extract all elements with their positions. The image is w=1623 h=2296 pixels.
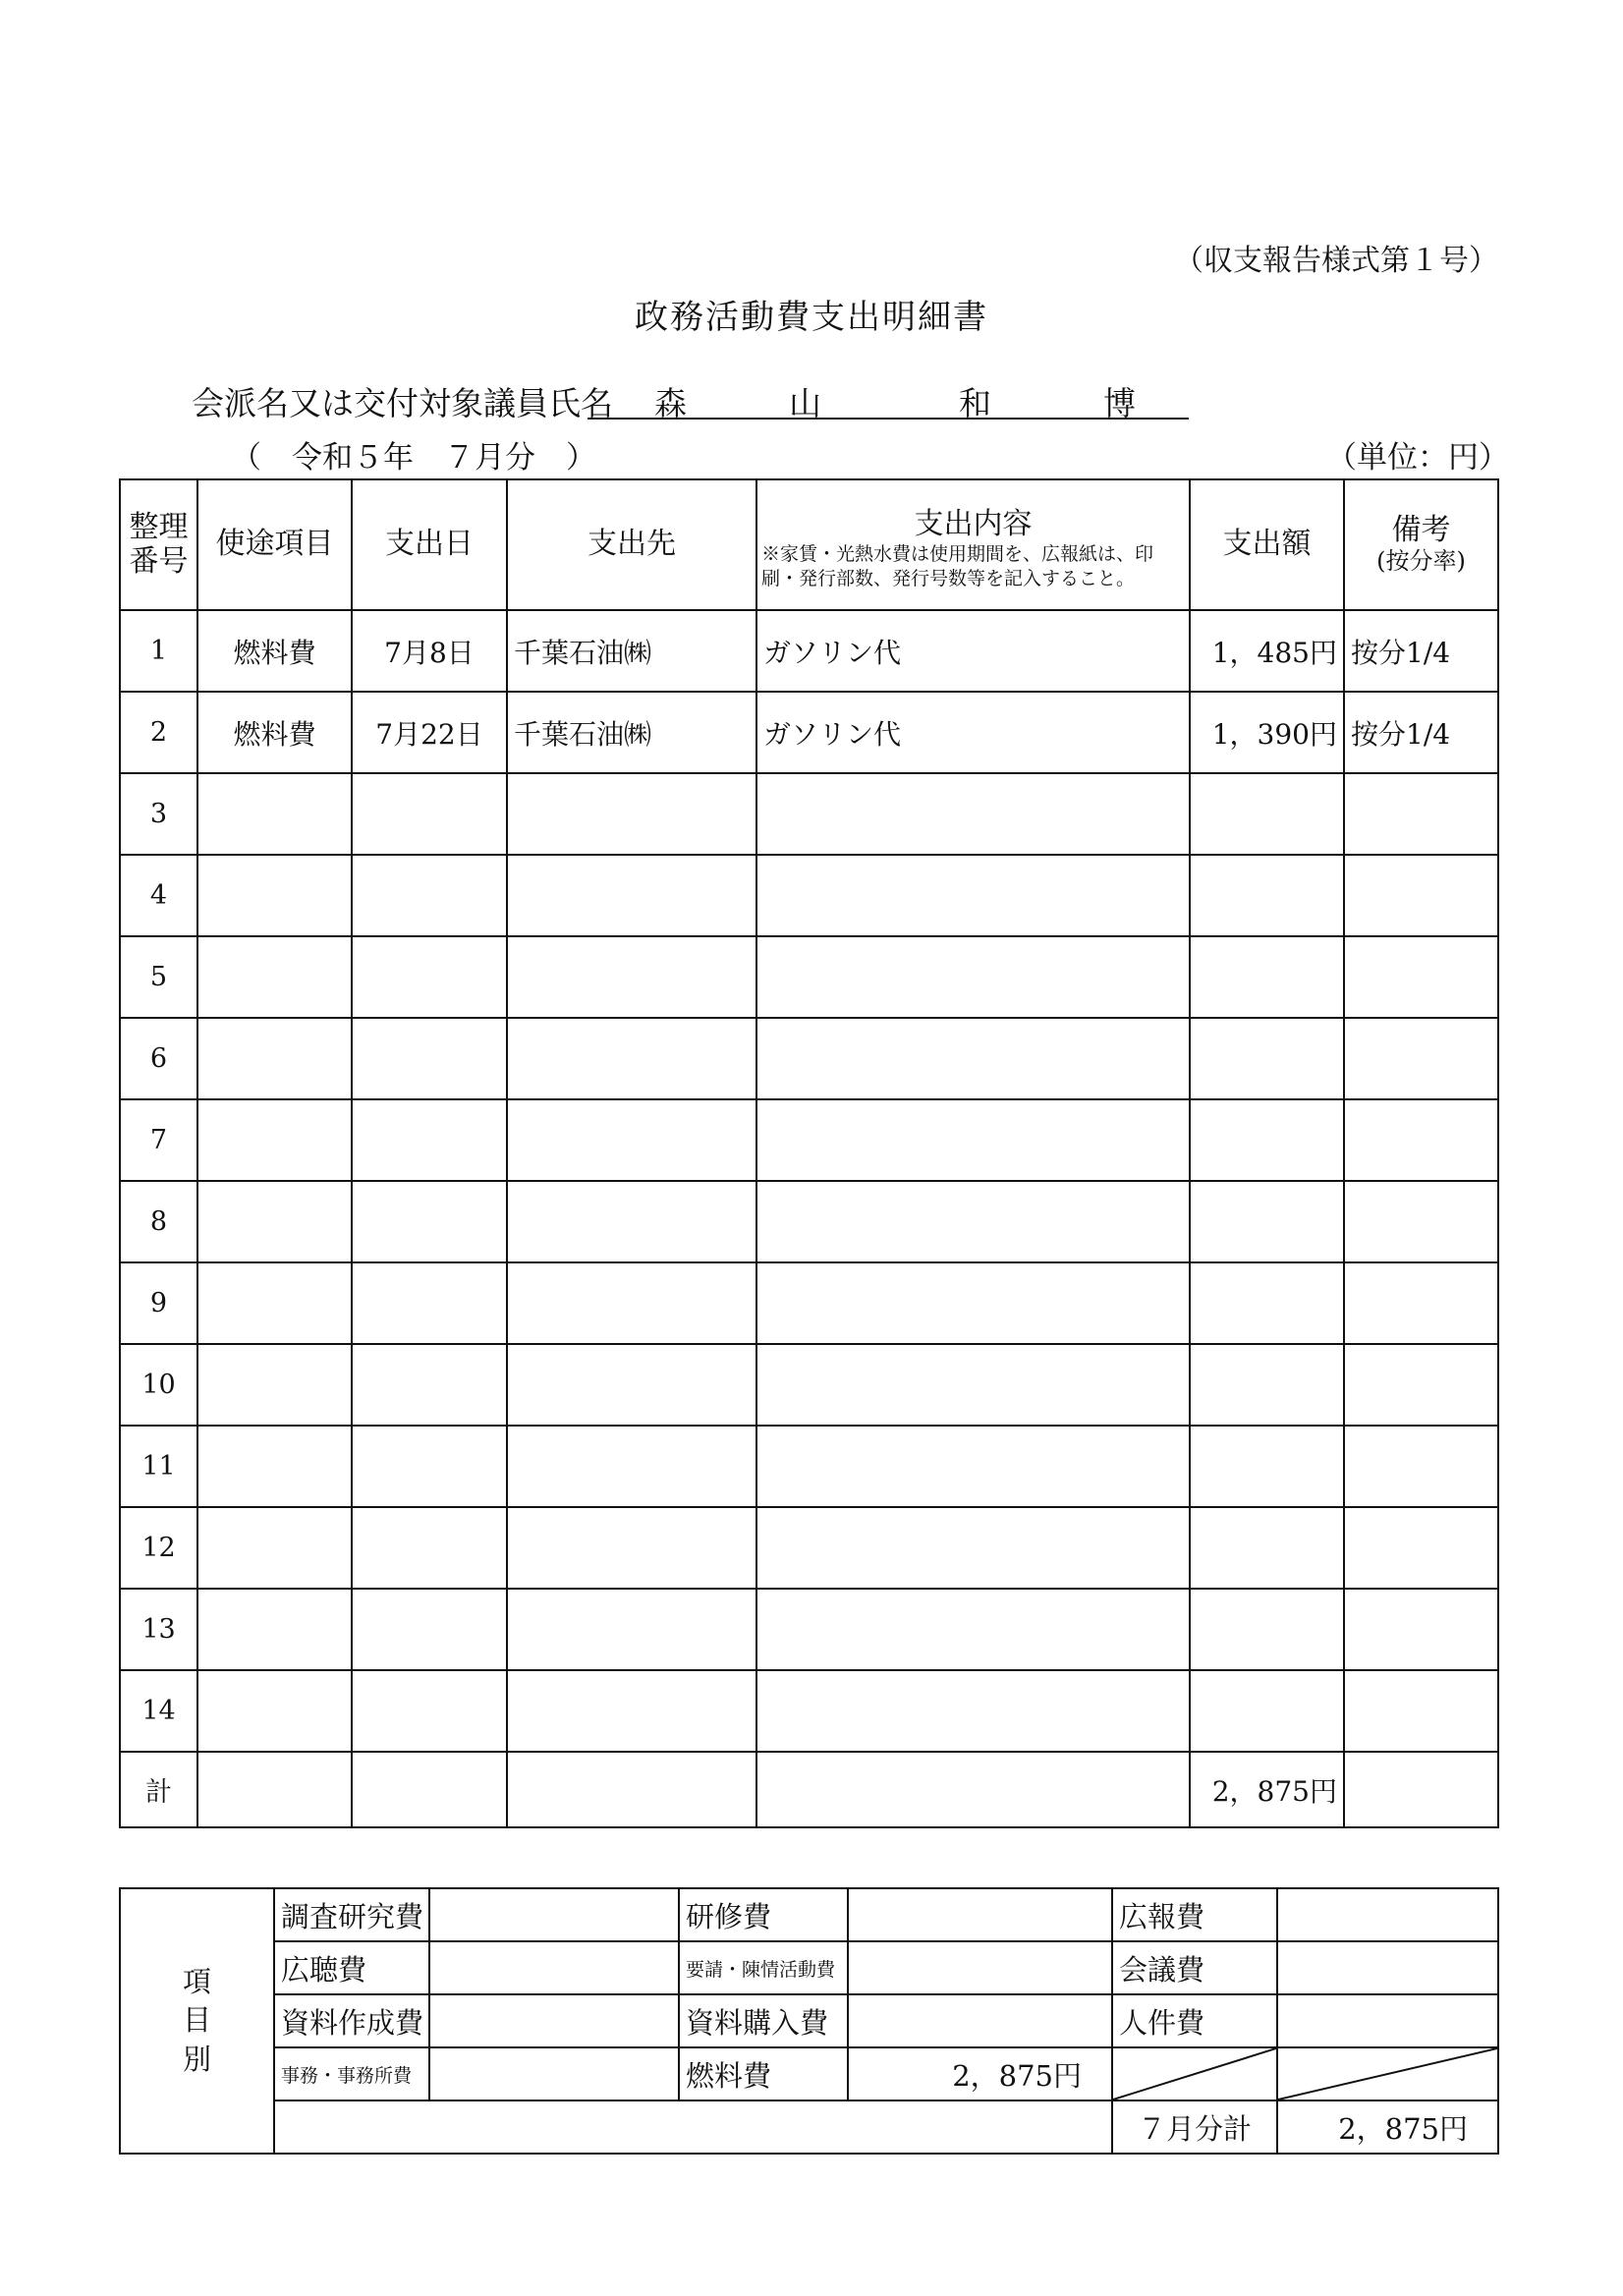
row-purpose [197,1344,352,1426]
row-purpose [197,1426,352,1507]
category-row [120,1941,1498,1994]
category-side-label: 項 目 別 [120,1888,274,2154]
row-content [756,1099,1190,1181]
header-content-title: 支出内容 [914,506,1033,541]
row-remarks [1344,1589,1498,1670]
category-value [429,2047,679,2100]
currency-unit: （単位：円） [1326,440,1509,476]
row-date [352,1018,507,1099]
total-cell-empty [352,1752,507,1827]
category-label: 資料購入費 [679,1994,848,2047]
row-date [352,1099,507,1181]
row-content: ガソリン代 [756,692,1190,773]
category-label: 事務・事務所費 [274,2047,429,2100]
category-label: 研修費 [679,1888,848,1941]
row-amount [1190,1670,1344,1752]
row-purpose [197,936,352,1018]
row-date: 7月22日 [352,692,507,773]
row-payee [507,773,756,855]
row-remarks [1344,1262,1498,1344]
expenditure-table [119,478,1499,1828]
header-payee: 支出先 [507,479,756,610]
row-content: ガソリン代 [756,610,1190,692]
category-value [848,1888,1112,1941]
table-row [120,1018,1498,1099]
category-label: 燃料費 [679,2047,848,2100]
row-purpose [197,1018,352,1099]
row-payee [507,936,756,1018]
header-remarks: 備考 (按分率) [1344,479,1498,610]
row-date [352,773,507,855]
row-number: 13 [120,1589,197,1670]
row-amount [1190,1344,1344,1426]
total-cell-empty [507,1752,756,1827]
row-amount [1190,1099,1344,1181]
row-content [756,1262,1190,1344]
table-header-row [120,479,1498,610]
diagonal-void-cell [1112,2047,1277,2100]
row-remarks [1344,1670,1498,1752]
category-value [429,1888,679,1941]
category-table [119,1887,1499,2155]
row-number: 7 [120,1099,197,1181]
category-value [1277,1994,1498,2047]
row-date [352,1262,507,1344]
row-amount [1190,1507,1344,1589]
category-value [848,1941,1112,1994]
row-number: 5 [120,936,197,1018]
row-content [756,1344,1190,1426]
row-purpose [197,1589,352,1670]
table-row [120,1344,1498,1426]
row-content [756,855,1190,936]
table-row [120,773,1498,855]
row-content [756,1670,1190,1752]
row-date [352,1507,507,1589]
row-purpose [197,855,352,936]
row-amount [1190,1426,1344,1507]
header-amount: 支出額 [1190,479,1344,610]
category-row [120,2047,1498,2100]
header-purpose: 使途項目 [197,479,352,610]
category-label: 会議費 [1112,1941,1277,1994]
table-row [120,1426,1498,1507]
row-date [352,1181,507,1262]
header-number: 整理 番号 [120,479,197,610]
row-payee [507,1507,756,1589]
category-row [120,1994,1498,2047]
row-content [756,1589,1190,1670]
row-content [756,936,1190,1018]
row-amount [1190,936,1344,1018]
row-content [756,1181,1190,1262]
row-remarks [1344,1344,1498,1426]
row-content [756,1426,1190,1507]
reporting-period: （ 令和５年 ７月分 ） [231,440,596,476]
header-remarks-sub: (按分率) [1376,546,1466,575]
row-amount: 1，485円 [1190,610,1344,692]
row-number: 11 [120,1426,197,1507]
document-title: 政務活動費支出明細書 [635,298,988,337]
row-number: 8 [120,1181,197,1262]
table-row [120,1262,1498,1344]
row-purpose [197,773,352,855]
row-payee [507,855,756,936]
category-value [848,1994,1112,2047]
member-name-char: 山 [789,384,821,422]
row-date [352,1426,507,1507]
diagonal-void-cell [1277,2047,1498,2100]
table-row [120,610,1498,692]
row-date [352,1670,507,1752]
row-purpose: 燃料費 [197,610,352,692]
table-row [120,1507,1498,1589]
row-date [352,936,507,1018]
row-date [352,855,507,936]
header-content [756,479,1190,610]
row-number: 9 [120,1262,197,1344]
row-purpose [197,1507,352,1589]
header-content-note: ※家賃・光熱水費は使用期間を、広報紙は、印刷・発行部数、発行号数等を記入すること。 [761,542,1154,589]
row-remarks [1344,1426,1498,1507]
row-payee [507,1262,756,1344]
row-remarks: 按分1/4 [1344,610,1498,692]
row-number: 6 [120,1018,197,1099]
row-amount [1190,1018,1344,1099]
table-row [120,1181,1498,1262]
row-number: 4 [120,855,197,936]
row-amount [1190,1181,1344,1262]
row-number: 2 [120,692,197,773]
row-purpose [197,1099,352,1181]
row-remarks [1344,1181,1498,1262]
row-purpose: 燃料費 [197,692,352,773]
total-cell-empty [197,1752,352,1827]
total-label: 計 [120,1752,197,1827]
month-total-label: ７月分計 [1112,2100,1277,2154]
row-payee [507,1589,756,1670]
row-purpose [197,1670,352,1752]
row-amount [1190,773,1344,855]
row-date [352,1589,507,1670]
category-label: 広聴費 [274,1941,429,1994]
row-date [352,1344,507,1426]
member-name [588,378,1189,422]
row-number: 12 [120,1507,197,1589]
row-number: 1 [120,610,197,692]
row-payee [507,1670,756,1752]
row-number: 10 [120,1344,197,1426]
category-label: 調査研究費 [274,1888,429,1941]
row-date: 7月8日 [352,610,507,692]
row-payee [507,1181,756,1262]
month-total-row [120,2100,1498,2154]
row-content [756,1507,1190,1589]
row-payee: 千葉石油㈱ [507,692,756,773]
table-row [120,1589,1498,1670]
category-value [429,1994,679,2047]
row-number: 3 [120,773,197,855]
member-name-char: 和 [959,384,991,422]
row-content [756,1018,1190,1099]
total-cell-empty [756,1752,1190,1827]
row-amount: 1，390円 [1190,692,1344,773]
month-total-value: 2，875円 [1277,2100,1498,2154]
category-label: 資料作成費 [274,1994,429,2047]
category-label: 広報費 [1112,1888,1277,1941]
category-value: 2，875円 [848,2047,1112,2100]
member-name-char: 博 [1103,384,1136,422]
row-remarks [1344,1018,1498,1099]
member-name-label: 会派名又は交付対象議員氏名 [192,384,613,422]
row-remarks [1344,855,1498,936]
row-payee [507,1018,756,1099]
table-row [120,855,1498,936]
row-purpose [197,1262,352,1344]
row-remarks [1344,1099,1498,1181]
row-remarks [1344,1507,1498,1589]
table-row [120,692,1498,773]
row-remarks: 按分1/4 [1344,692,1498,773]
category-row [120,1888,1498,1941]
row-amount [1190,1262,1344,1344]
total-amount: 2，875円 [1190,1752,1344,1827]
row-amount [1190,1589,1344,1670]
category-label: 要請・陳情活動費 [679,1941,848,1994]
row-remarks [1344,936,1498,1018]
row-number: 14 [120,1670,197,1752]
row-remarks [1344,773,1498,855]
row-payee [507,1344,756,1426]
category-value [1277,1941,1498,1994]
row-payee: 千葉石油㈱ [507,610,756,692]
total-row [120,1752,1498,1827]
table-row [120,1099,1498,1181]
category-value [1277,1888,1498,1941]
row-payee [507,1426,756,1507]
member-name-underline [588,418,1189,420]
header-date: 支出日 [352,479,507,610]
category-label: 人件費 [1112,1994,1277,2047]
category-value [429,1941,679,1994]
member-name-char: 森 [654,384,687,422]
month-total-spacer [274,2100,1112,2154]
row-amount [1190,855,1344,936]
row-content [756,773,1190,855]
table-row [120,936,1498,1018]
row-payee [507,1099,756,1181]
table-row [120,1670,1498,1752]
row-purpose [197,1181,352,1262]
total-cell-empty [1344,1752,1498,1827]
form-number: （収支報告様式第１号） [1174,244,1498,278]
